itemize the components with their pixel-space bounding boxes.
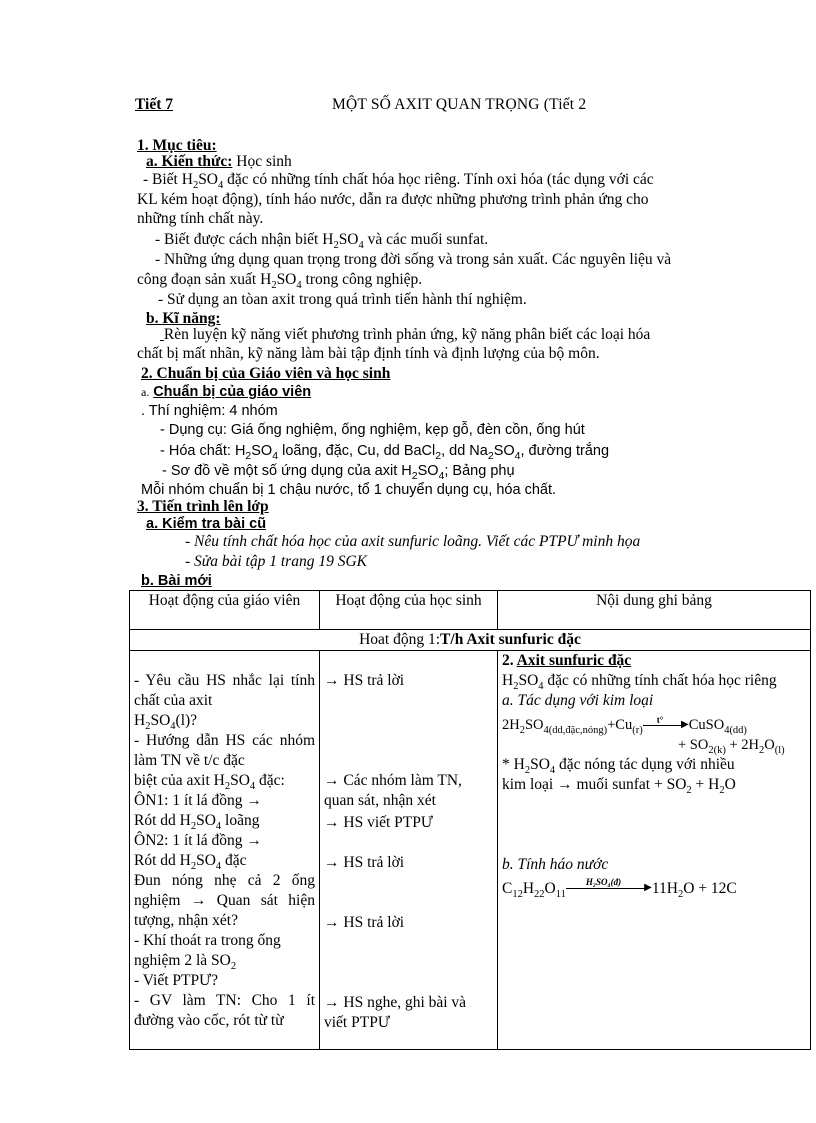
student-step-4: → HS trả lời xyxy=(324,854,405,871)
chemicals-line: - Hóa chất: $H_2SO_4$ loãng, đặc, Cu, dd BaCl$_2$, dd $Na_2SO_4$, đường trắng xyxy=(160,443,610,462)
knowledge-item-1-line2: KL kém hoạt động), tính háo nước, dẫn ra được những phương trình phản ứng cho xyxy=(137,191,649,208)
knowledge-item-1-line3: những tính chất này. xyxy=(137,210,264,227)
skills-line-1: Rèn luyện kỹ năng viết phương trình phản ứng, kỹ năng phân biết các loại hóa xyxy=(163,326,651,343)
knowledge-item-2: - Biết được cách nhận biết $H_2SO_4$ và các muối sunfat. xyxy=(155,231,489,251)
col-header-content: Nội dung ghi bảng xyxy=(498,591,811,630)
equation-1-products: + $SO_{2(k)} + 2H_2O_{(l)}$ xyxy=(678,737,785,756)
skills-line-2: chất bị mất nhãn, kỹ năng làm bài tập định tính và định lượng của bộ môn. xyxy=(137,345,600,362)
teacher-activity-cell xyxy=(130,651,320,1050)
knowledge-target: Học sinh xyxy=(236,153,292,170)
section-row xyxy=(130,630,811,651)
knowledge-line xyxy=(146,152,292,172)
experiment-line: . Thí nghiệm: 4 nhóm xyxy=(141,403,278,419)
page-title: MỘT SỐ AXIT QUAN TRỌNG (Tiết 2 xyxy=(332,96,587,113)
metal-reaction-label: a. Tác dụng với kim loại xyxy=(502,692,654,709)
student-step-3: → HS viết PTPƯ xyxy=(324,814,433,831)
groups-line: Mỗi nhóm chuẩn bị 1 chậu nước, tổ 1 chuyển dụng cụ, hóa chất. xyxy=(141,482,557,498)
student-step-6: → HS nghe, ghi bài và viết PTPƯ xyxy=(324,994,467,1031)
table-header-row xyxy=(130,591,811,630)
skills-label: b. Kĩ năng: xyxy=(146,310,221,327)
teacher-step-4: ÔN2: 1 ít lá đồng → Rót dd $H_2SO_4$ đặc xyxy=(134,832,262,872)
col-header-student: Hoạt động của học sinh xyxy=(320,591,498,630)
student-activity-cell xyxy=(320,651,498,1050)
tools-line: - Dụng cụ: Giá ống nghiệm, ống nghiệm, kẹp gỗ, đèn cồn, ống hút xyxy=(160,422,585,438)
teacher-step-7: - Viết PTPƯ? xyxy=(134,972,219,989)
content-cell xyxy=(498,651,811,1050)
teacher-step-6: - Khí thoát ra trong ống nghiệm 2 là $SO_2$ xyxy=(134,932,281,972)
knowledge-item-1: - Biết $H_2SO_4$ đặc có những tính chất hóa học riêng. Tính oxi hóa (tác dụng với các xyxy=(143,171,654,191)
teacher-step-2: - Hướng dẫn HS các nhóm làm TN về t/c đặc xyxy=(134,732,315,769)
knowledge-item-3-line2: công đoạn sản xuất $H_2SO_4$ trong công nghiệp. xyxy=(137,271,423,291)
metal-note-line2: kim loại → muối sunfat + $SO_2 + H_2O$ xyxy=(502,776,736,796)
teacher-step-1: - Yêu cầu HS nhắc lại tính chất của axit xyxy=(134,672,315,709)
section-title: Hoat động 1:T/h Axit sunfuric đặc xyxy=(130,630,811,651)
knowledge-label: a. Kiến thức: xyxy=(146,153,233,170)
knowledge-item-3: - Những ứng dụng quan trọng trong đời sống và trong sản xuất. Các nguyên liệu và xyxy=(155,251,672,268)
objectives-heading: 1. Mục tiêu: xyxy=(137,137,217,154)
reaction-arrow-dehydrate: ▶ H₂SO₄(đ) xyxy=(566,884,652,894)
new-lesson-label: b. Bài mới xyxy=(141,573,212,589)
dehydrate-label: b. Tính háo nước xyxy=(502,856,609,873)
content-intro: $H_2SO_4$ đặc có những tính chất hóa học riêng xyxy=(502,672,777,692)
student-step-5: → HS trả lời xyxy=(324,914,405,931)
teacher-prep-line: a. Chuẩn bị của giáo viên xyxy=(141,384,312,400)
teacher-step-2-formula: biệt của axit $H_2SO_4$ đặc: xyxy=(134,772,285,792)
lesson-number: Tiết 7 xyxy=(135,96,174,113)
preparation-heading: 2. Chuẩn bị của Giáo viên và học sinh xyxy=(141,365,391,382)
student-step-1: → HS trả lời xyxy=(324,672,405,689)
check-old-label: a. Kiểm tra bài cũ xyxy=(146,516,267,532)
metal-note: * $H_2SO_4$ đặc nóng tác dụng với nhiều xyxy=(502,756,735,776)
table-body-row xyxy=(130,651,811,1050)
content-heading: 2. Axit sunfuric đặc xyxy=(502,652,632,669)
teacher-step-5: Đun nóng nhẹ cả 2 ống nghiệm → Quan sát hiện tượng, nhận xét? xyxy=(134,872,315,929)
student-step-2: → Các nhóm làm TN, quan sát, nhận xét xyxy=(324,772,462,809)
check-item-1: - Nêu tính chất hóa học của axit sunfuric loãng. Viết các PTPƯ minh họa xyxy=(185,533,641,550)
reaction-arrow-heat: ▶ t° xyxy=(643,721,689,731)
teacher-step-3: ÔN1: 1 ít lá đồng → Rót dd $H_2SO_4$ loãng xyxy=(134,792,262,832)
col-header-teacher: Hoạt động của giáo viên xyxy=(130,591,320,630)
lesson-table xyxy=(129,590,811,1050)
diagram-line: - Sơ đồ về một số ứng dụng của axit $H_2SO_4$; Bảng phụ xyxy=(162,463,515,482)
equation-1: $2H_2SO_{4(dd,đặc,nóng)}+Cu_{(r)}$ ▶ t° CuSO$_{4(dd)}$ xyxy=(502,714,747,736)
equation-2: $C_{12}H_{22}O_{11}$ ▶ H₂SO₄(đ) $11H_2O + 12C$ xyxy=(502,877,737,900)
knowledge-item-4: - Sử dụng an tòan axit trong quá trình tiến hành thí nghiệm. xyxy=(158,291,527,308)
teacher-step-8: - GV làm TN: Cho 1 ít đường vào cốc, rót từ từ xyxy=(134,992,315,1029)
check-item-2: - Sửa bài tập 1 trang 19 SGK xyxy=(185,553,367,570)
procedure-heading: 3. Tiến trình lên lớp xyxy=(137,498,269,515)
teacher-prep-label: Chuẩn bị của giáo viên xyxy=(153,384,312,400)
teacher-step-1-formula: $H_2SO_4(l)$? xyxy=(134,712,198,732)
